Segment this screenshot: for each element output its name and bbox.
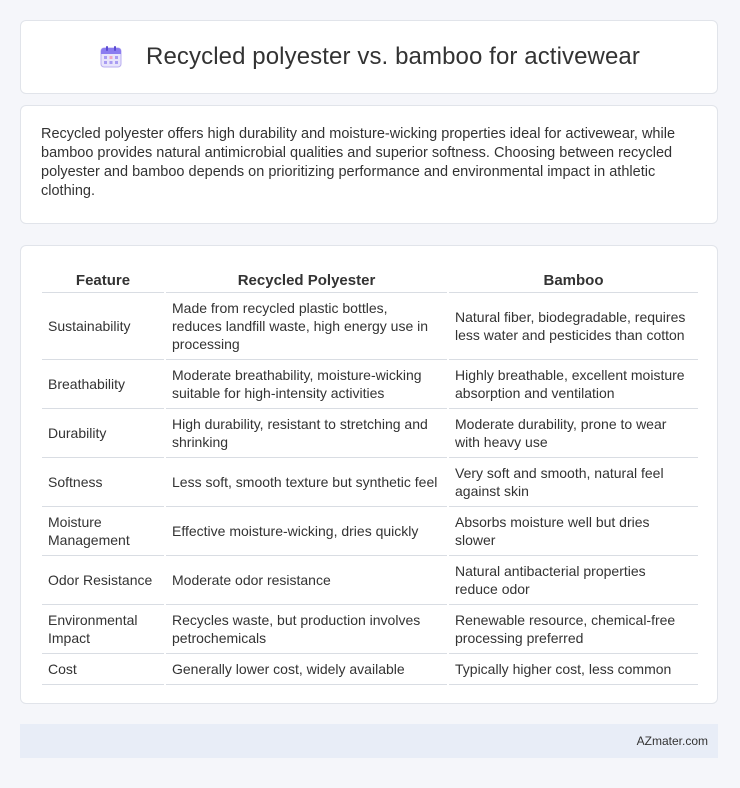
page-title: Recycled polyester vs. bamboo for activewear [146,43,640,70]
polyester-cell: Recycles waste, but production involves petrochemicals [166,605,447,654]
polyester-cell: Generally lower cost, widely available [166,654,447,685]
bamboo-cell: Natural fiber, biodegradable, requires less water and pesticides than cotton [449,293,698,360]
table-row [42,556,698,605]
bamboo-cell: Absorbs moisture well but dries slower [449,507,698,556]
polyester-cell: Less soft, smooth texture but synthetic feel [166,458,447,507]
bamboo-cell: Moderate durability, prone to wear with heavy use [449,409,698,458]
header-card [20,20,718,94]
bamboo-cell: Highly breathable, excellent moisture absorption and ventilation [449,360,698,409]
footer-bar [20,724,718,758]
bamboo-cell: Typically higher cost, less common [449,654,698,685]
bamboo-cell: Natural antibacterial properties reduce odor [449,556,698,605]
table-row [42,360,698,409]
polyester-cell: Moderate breathability, moisture-wicking suitable for high-intensity activities [166,360,447,409]
feature-cell: Environmental Impact [42,605,164,654]
table-row [42,507,698,556]
header-feature: Feature [42,266,164,293]
feature-cell: Durability [42,409,164,458]
feature-cell: Sustainability [42,293,164,360]
feature-cell: Softness [42,458,164,507]
table-header-row [42,266,698,293]
table-row [42,654,698,685]
table-row [42,409,698,458]
table-row [42,605,698,654]
table-row [42,458,698,507]
feature-cell: Moisture Management [42,507,164,556]
feature-cell: Cost [42,654,164,685]
intro-card [20,105,718,224]
footer-source: AZmater.com [636,734,708,748]
table-row [42,293,698,360]
feature-cell: Breathability [42,360,164,409]
polyester-cell: Made from recycled plastic bottles, reduces landfill waste, high energy use in processing [166,293,447,360]
title-wrap [98,43,640,71]
bamboo-cell: Very soft and smooth, natural feel against skin [449,458,698,507]
header-recycled-polyester: Recycled Polyester [166,266,447,293]
comparison-table [40,266,700,685]
intro-text: Recycled polyester offers high durability and moisture-wicking properties ideal for activewear, while bamboo provides natural antimicrobial qualities and superior softness. Choosing between recycled polyester and bamboo depends on prioritizing performance and environmental impact in athletic clothing. [41,126,676,199]
bamboo-cell: Renewable resource, chemical-free processing preferred [449,605,698,654]
polyester-cell: Moderate odor resistance [166,556,447,605]
polyester-cell: Effective moisture-wicking, dries quickly [166,507,447,556]
polyester-cell: High durability, resistant to stretching and shrinking [166,409,447,458]
header-bamboo: Bamboo [449,266,698,293]
comparison-card [20,245,718,704]
feature-cell: Odor Resistance [42,556,164,605]
calendar-icon [98,44,124,70]
